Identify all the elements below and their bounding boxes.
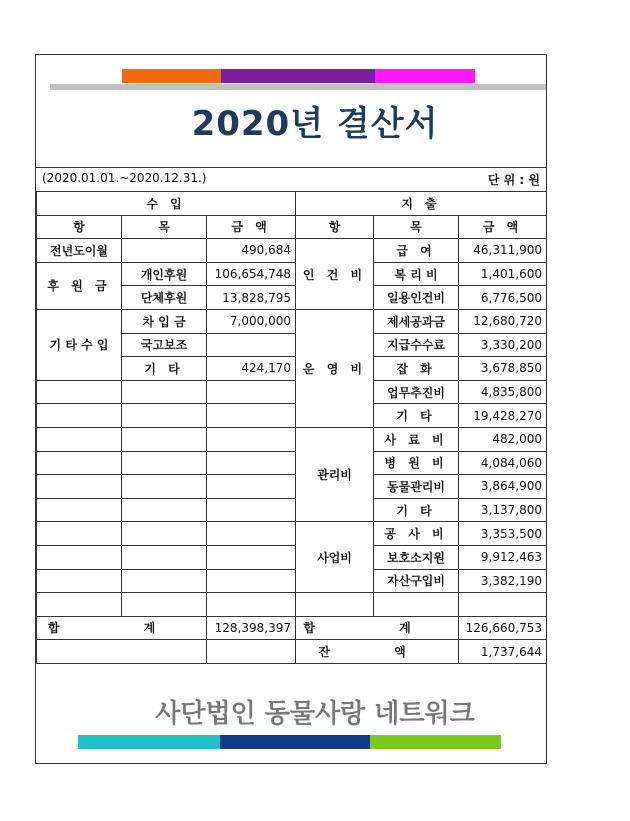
bottom-bar-navy — [220, 735, 370, 749]
top-gray-line — [50, 84, 546, 90]
amount-loan: 7,000,000 — [207, 309, 296, 333]
mok-shelter: 보호소지원 — [374, 545, 459, 569]
amount-subsidy — [207, 333, 296, 357]
empty-cell — [207, 451, 296, 475]
hang-other: 기 타 수 입 — [37, 309, 122, 380]
empty-cell — [37, 451, 122, 475]
mok-animal: 동물관리비 — [374, 475, 459, 499]
empty-cell — [122, 522, 207, 546]
empty-cell — [207, 380, 296, 404]
mok-hospital: 병 원 비 — [374, 451, 459, 475]
mok-management-etc: 기 타 — [374, 498, 459, 522]
empty-cell — [207, 593, 296, 617]
expense-total-label: 합 계 — [296, 616, 459, 640]
amount-tax: 12,680,720 — [459, 309, 547, 333]
empty-cell — [122, 451, 207, 475]
organization-name: 사단법인 동물사랑 네트워크 — [155, 699, 475, 729]
amount-carryover: 490,684 — [207, 239, 296, 263]
settlement-table — [36, 191, 547, 664]
empty-cell — [207, 475, 296, 499]
empty-cell — [37, 569, 122, 593]
bottom-bar-cyan — [78, 735, 220, 749]
empty-cell — [122, 498, 207, 522]
mok-operation-etc: 기 타 — [374, 404, 459, 428]
empty-cell — [37, 380, 122, 404]
mok-salary: 급 여 — [374, 239, 459, 263]
divider — [36, 167, 546, 168]
amount-animal: 3,864,900 — [459, 475, 547, 499]
empty-cell — [122, 404, 207, 428]
hang-management: 관리비 — [296, 427, 374, 521]
page-title: 2020년 결산서 — [191, 104, 439, 144]
mok-asset: 자산구입비 — [374, 569, 459, 593]
empty-cell — [37, 498, 122, 522]
empty-cell — [207, 427, 296, 451]
amount-daily: 6,776,500 — [459, 286, 547, 310]
mok-subsidy: 국고보조 — [122, 333, 207, 357]
empty-cell — [37, 475, 122, 499]
col-hang: 항 — [296, 215, 374, 239]
amount-asset: 3,382,190 — [459, 569, 547, 593]
col-hang: 항 — [37, 215, 122, 239]
period: (2020.01.01.~2020.12.31.) — [42, 171, 207, 185]
hang-personnel: 인 건 비 — [296, 239, 374, 310]
income-total: 128,398,397 — [207, 616, 296, 640]
empty-cell — [207, 569, 296, 593]
amount-misc: 3,678,850 — [459, 357, 547, 381]
amount-salary: 46,311,900 — [459, 239, 547, 263]
mok-personal: 개인후원 — [122, 262, 207, 286]
mok-construction: 공 사 비 — [374, 522, 459, 546]
unit-label: 단 위 : 원 — [487, 173, 540, 187]
amount-fee: 3,330,200 — [459, 333, 547, 357]
balance-label: 잔 액 — [296, 640, 459, 664]
empty-cell — [207, 404, 296, 428]
bottom-bar-green — [370, 735, 501, 749]
mok-welfare: 복 리 비 — [374, 262, 459, 286]
balance: 1,737,644 — [459, 640, 547, 664]
empty-cell — [122, 427, 207, 451]
mok-group: 단체후원 — [122, 286, 207, 310]
empty-cell — [207, 545, 296, 569]
col-amount: 금 액 — [459, 215, 547, 239]
hang-carryover: 전년도이월 — [37, 239, 122, 263]
top-bar-magenta — [375, 69, 475, 83]
amount-personal: 106,654,748 — [207, 262, 296, 286]
empty-cell — [122, 380, 207, 404]
mok-business: 업무추진비 — [374, 380, 459, 404]
empty-cell — [122, 569, 207, 593]
amount-hospital: 4,084,060 — [459, 451, 547, 475]
amount-shelter: 9,912,463 — [459, 545, 547, 569]
amount-construction: 3,353,500 — [459, 522, 547, 546]
empty-cell — [37, 593, 122, 617]
empty-cell — [37, 522, 122, 546]
expense-header: 지 출 — [296, 192, 547, 216]
income-header: 수 입 — [37, 192, 296, 216]
empty-cell — [122, 593, 207, 617]
mok-fee: 지급수수료 — [374, 333, 459, 357]
col-amount: 금 액 — [207, 215, 296, 239]
amount-operation-etc: 19,428,270 — [459, 404, 547, 428]
amount-business: 4,835,800 — [459, 380, 547, 404]
amount-feed: 482,000 — [459, 427, 547, 451]
empty-cell — [37, 640, 207, 664]
income-total-label: 합 계 — [37, 616, 207, 640]
top-bar-orange — [122, 69, 221, 83]
empty-cell — [459, 593, 547, 617]
amount-income-etc: 424,170 — [207, 357, 296, 381]
empty-cell — [37, 427, 122, 451]
amount-welfare: 1,401,600 — [459, 262, 547, 286]
empty-cell — [207, 640, 296, 664]
empty-cell — [374, 593, 459, 617]
mok-loan: 차 입 금 — [122, 309, 207, 333]
col-mok: 목 — [374, 215, 459, 239]
hang-donation: 후 원 금 — [37, 262, 122, 309]
hang-project: 사업비 — [296, 522, 374, 593]
empty-cell — [122, 475, 207, 499]
amount-management-etc: 3,137,800 — [459, 498, 547, 522]
top-bar-purple — [221, 69, 375, 83]
empty-cell — [37, 545, 122, 569]
mok-income-etc: 기 타 — [122, 357, 207, 381]
mok-misc: 잡 화 — [374, 357, 459, 381]
mok-tax: 제세공과금 — [374, 309, 459, 333]
col-mok: 목 — [122, 215, 207, 239]
mok-feed: 사 료 비 — [374, 427, 459, 451]
empty-cell — [37, 404, 122, 428]
empty-cell — [207, 522, 296, 546]
empty-cell — [122, 239, 207, 263]
expense-total: 126,660,753 — [459, 616, 547, 640]
empty-cell — [207, 498, 296, 522]
empty-cell — [296, 593, 374, 617]
mok-daily: 일용인건비 — [374, 286, 459, 310]
hang-operation: 운 영 비 — [296, 309, 374, 427]
amount-group: 13,828,795 — [207, 286, 296, 310]
empty-cell — [122, 545, 207, 569]
